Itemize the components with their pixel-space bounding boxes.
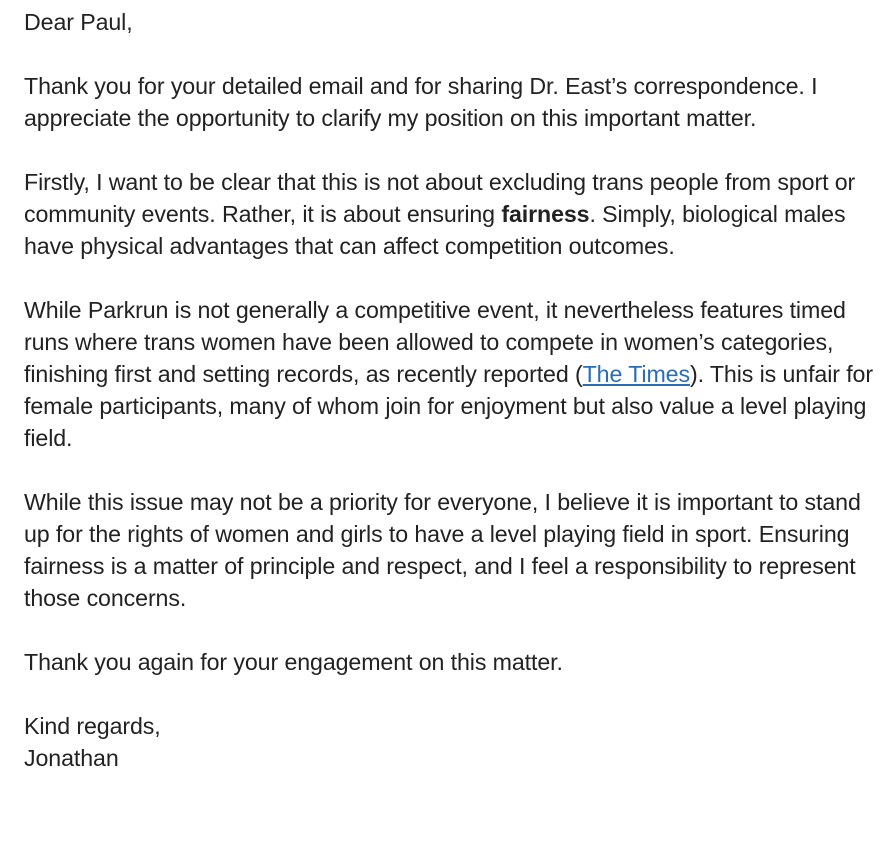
paragraph-parkrun [24, 294, 892, 454]
paragraph-fairness-text-after: . Simply, biological males have physical advantages that can affect competition outcomes. [24, 201, 846, 259]
paragraph-priority: While this issue may not be a priority for everyone, I believe it is important to stand up for the rights of women and girls to have a level playing field in sport. Ensuring fairness is a matter of principle and respect, and I feel a responsibility to represent those concerns. [24, 489, 861, 611]
paragraph-thanks: Thank you for your detailed email and for sharing Dr. East’s correspondence. I appreciate the opportunity to clarify my position on this important matter. [24, 73, 818, 131]
email-body [24, 6, 892, 774]
signoff: Kind regards, [24, 713, 161, 739]
paragraph-parkrun-text-after: ). This is unfair for female participants, many of whom join for enjoyment but also value a level playing field. [24, 361, 873, 451]
greeting: Dear Paul, [24, 9, 133, 35]
paragraph-fairness [24, 166, 892, 262]
signature: Jonathan [24, 745, 119, 771]
paragraph-parkrun-text-before: While Parkrun is not generally a competitive event, it nevertheless features timed runs where trans women have been allowed to compete in women’s categories, finishing first and setting records, as recently reported ( [24, 297, 846, 387]
the-times-link[interactable]: The Times [582, 361, 690, 387]
paragraph-fairness-text-before: Firstly, I want to be clear that this is not about excluding trans people from sport or community events. Rather, it is about ensuring [24, 169, 856, 227]
fairness-emphasis: fairness [501, 201, 590, 227]
paragraph-closing-thanks: Thank you again for your engagement on this matter. [24, 649, 563, 675]
